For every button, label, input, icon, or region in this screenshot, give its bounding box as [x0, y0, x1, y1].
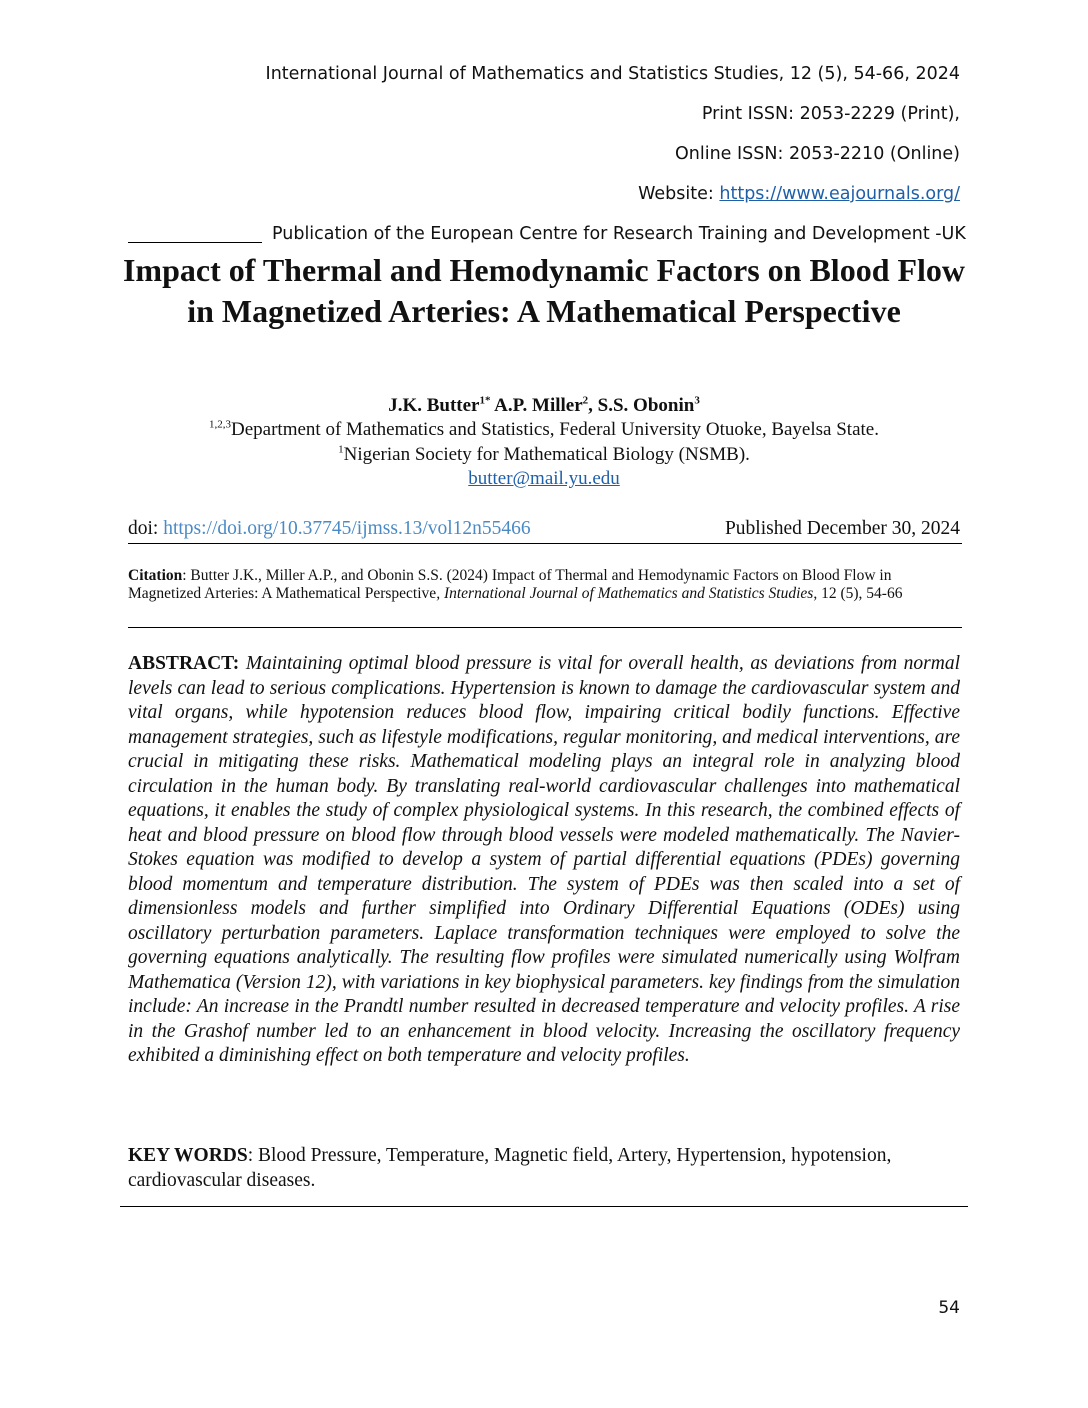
author-1-sup: 1* [479, 394, 491, 407]
keywords [128, 1144, 960, 1193]
abstract [128, 652, 960, 1069]
keywords-text: : Blood Pressure, Temperature, Magnetic field, Artery, Hypertension, hypotension, cardiovascular diseases. [128, 1145, 892, 1191]
print-issn: Print ISSN: 2053-2229 (Print), [701, 104, 960, 124]
citation-label: Citation [128, 567, 183, 584]
email-line [128, 468, 960, 490]
website-line [638, 184, 960, 204]
citation [128, 567, 960, 603]
authors [128, 395, 960, 417]
paper-title: Impact of Thermal and Hemodynamic Factors on Blood Flow in Magnetized Arteries: A Mathematical Perspective [122, 252, 966, 329]
doi-rule [128, 543, 962, 544]
header-rule [128, 242, 262, 243]
citation-journal: , International Journal of Mathematics and Statistics Studies [436, 585, 814, 602]
author-2-sup: 2 [582, 394, 589, 407]
author-1: J.K. Butter [388, 395, 480, 416]
doi-row [128, 518, 960, 540]
affiliation-2 [128, 444, 960, 466]
affiliation-2-sup: 1 [338, 443, 344, 456]
author-3: , S.S. Obonin [588, 395, 695, 416]
citation-rule [128, 627, 962, 628]
publisher-line: Publication of the European Centre for Research Training and Development -UK [272, 224, 966, 244]
citation-tail: , 12 (5), 54-66 [813, 585, 903, 602]
website-link[interactable]: https://www.eajournals.org/ [719, 184, 960, 204]
abstract-text: Maintaining optimal blood pressure is vital for overall health, as deviations from normal levels can lead to serious complications. Hypertension is known to damage the cardiovascular system and vital organs, while hypotension reduces blood flow, impairing critical bodily functions. Effective management strategies, such as lifestyle modifications, regular monitoring, and medical interventions, are crucial in mitigating these risks. Mathematical modeling plays an integral role in analyzing blood circulation in the human body. By translating real-world cardiovascular challenges into mathematical equations, it enables the study of complex physiological systems. In this research, the combined effects of heat and blood pressure on blood flow through blood vessels were modeled mathematically. The Navier-Stokes equation was modified to develop a system of partial differential equations (PDEs) governing blood momentum and temperature distribution. The system of PDEs was then scaled into a set of dimensionless models and further simplified into Ordinary Differential Equations (ODEs) using oscillatory perturbation parameters. Laplace transformation techniques were employed to solve the governing equations analytically. The resulting flow profiles were simulated numerically using Wolfram Mathematica (Version 12), with variations in key biophysical parameters. key findings from the simulation include: An increase in the Prandtl number resulted in decreased temperature and velocity profiles. A rise in the Grashof number led to an enhancement in blood velocity. Increasing the oscillatory frequency exhibited a diminishing effect on both temperature and velocity profiles. [128, 653, 960, 1066]
author-2: A.P. Miller [490, 395, 583, 416]
email-link[interactable]: butter@mail.yu.edu [468, 468, 620, 489]
doi-link[interactable]: https://doi.org/10.37745/ijmss.13/vol12n55466 [163, 518, 531, 539]
journal-header: International Journal of Mathematics and Statistics Studies, 12 (5), 54-66, 2024 [265, 64, 960, 84]
affiliation-1 [128, 419, 960, 441]
published-date: Published December 30, 2024 [724, 518, 960, 539]
page-number: 54 [938, 1298, 960, 1318]
affiliation-1-text: Department of Mathematics and Statistics, Federal University Otuoke, Bayelsa State. [231, 419, 879, 440]
affiliation-2-text: Nigerian Society for Mathematical Biology (NSMB). [343, 444, 750, 465]
keywords-rule [120, 1206, 968, 1207]
website-label: Website: [638, 184, 720, 204]
keywords-label: KEY WORDS [128, 1145, 248, 1166]
citation-text: : Butter J.K., Miller A.P., and Obonin S.S. (2024) Impact of Thermal and Hemodynamic Factors on Blood Flow in Magnetized Arteries: A Mathematical Perspective [128, 567, 892, 602]
abstract-label: ABSTRACT: [128, 653, 240, 674]
doi-label: doi: [128, 518, 164, 539]
author-3-sup: 3 [694, 394, 700, 407]
online-issn: Online ISSN: 2053-2210 (Online) [675, 144, 960, 164]
affiliation-1-sup: 1,2,3 [209, 418, 232, 431]
